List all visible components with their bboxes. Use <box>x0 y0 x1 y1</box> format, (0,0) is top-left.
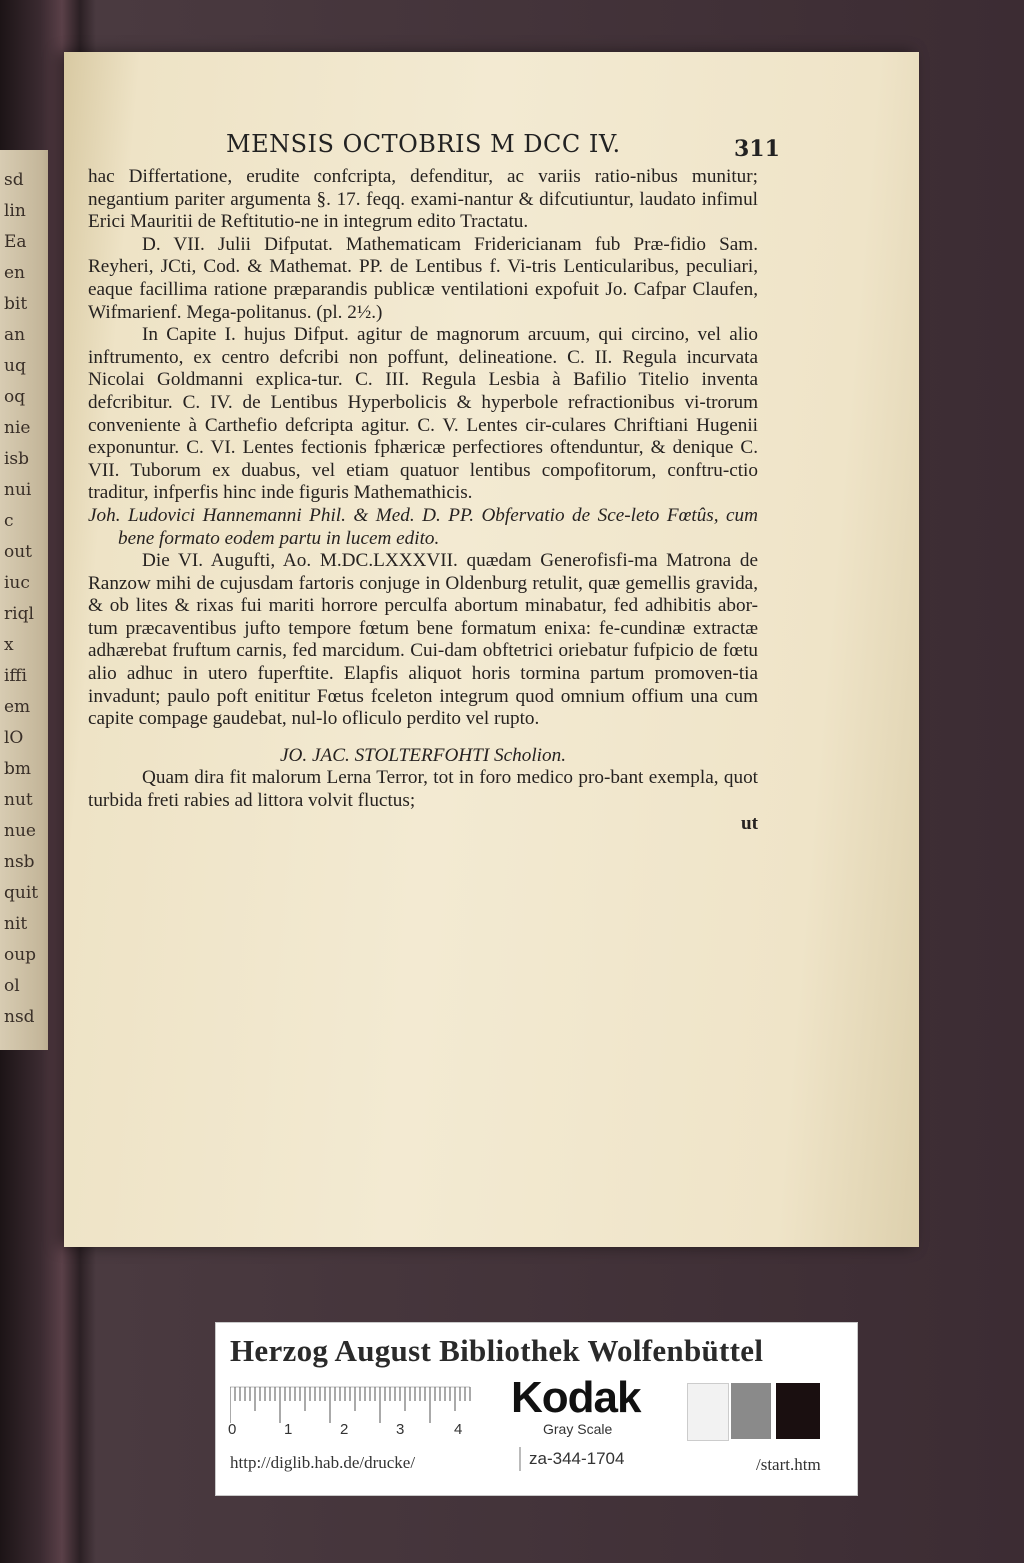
text-line: In Capite I. hujus Difput. agitur de magnorum arcuum, qui circino, vel alio inftrumento, ex centro defcribi non poffunt, delineatione. C. II. Regula incurvata Nicolai Goldmanni explica-tur. C. III. Regula Lesbia à Bafilio Titelio inventa defcribitur. C. IV. de Lentibus Hyperbolicis & hyperbole refractionibus vi-trorum conveniente à Carthefio defcripta agitur. C. V. Lentes cir-culares Chriftiani Hugenii exponuntur. C. VI. Lentes fectionis fphæricæ perfectiores oftenduntur, & denique C. VII. Tuborum ex duabus, vel etiam quatuor lentibus compofitorum, conftru-ctio traditur, infperfis hinc inde figuris Mathemathicis. <box>88 324 758 504</box>
margin-fragment: nsb <box>4 852 35 872</box>
margin-fragment: sd <box>4 170 24 190</box>
gray-swatch-light <box>687 1383 729 1441</box>
margin-fragment: c <box>4 511 14 531</box>
ruler-label: 4 <box>454 1421 463 1438</box>
page-number: 311 <box>734 136 780 162</box>
margin-fragment: en <box>4 263 26 283</box>
scholion-heading: JO. JAC. STOLTERFOHTI Scholion. <box>279 744 566 766</box>
margin-fragment: ol <box>4 976 20 996</box>
url-suffix: /start.htm <box>756 1455 821 1474</box>
margin-fragment: nue <box>4 821 36 841</box>
kodak-logo: Kodak <box>511 1373 641 1422</box>
library-url: http://diglib.hab.de/drucke/ <box>230 1453 416 1472</box>
ruler-label: 1 <box>284 1421 293 1438</box>
ruler-label: 0 <box>228 1421 237 1438</box>
ruler-label: 3 <box>396 1421 405 1438</box>
gray-swatch-dark <box>776 1383 820 1439</box>
adjacent-page-edge <box>0 150 48 1050</box>
margin-fragment: iffi <box>4 666 27 686</box>
catchword: ut <box>740 812 758 834</box>
margin-fragment: isb <box>4 449 30 469</box>
margin-fragment: bit <box>4 294 28 314</box>
margin-fragment: oq <box>4 387 26 407</box>
ruler-label: 2 <box>340 1421 349 1438</box>
margin-fragment: bm <box>4 759 32 779</box>
text-line: D. VII. Julii Difputat. Mathematicam Fridericianam fub Præ-fidio Sam. Reyheri, JCti, Cod. & Mathemat. PP. de Lentibus f. Vi-tris Lenticularibus, peculiari, eaque facillima ratione præparandis publicæ ventilationi expofuit Jo. Cafpar Claufen, Wifmarienf. Mega-politanus. (pl. 2½.) <box>88 233 758 323</box>
library-card <box>215 1322 858 1496</box>
margin-fragment: nie <box>4 418 31 438</box>
margin-fragment: lin <box>4 201 26 221</box>
gray-swatch-mid <box>731 1383 771 1439</box>
margin-fragment: quit <box>4 883 39 903</box>
ruler-icon <box>230 1381 480 1423</box>
margin-fragment: nut <box>4 790 33 810</box>
margin-fragment: an <box>4 325 26 345</box>
margin-fragment: out <box>4 542 33 562</box>
margin-fragment: x <box>4 635 14 655</box>
text-line: Quam dira fit malorum Lerna Terror, tot in foro medico pro-bant exempla, quot turbida freti rabies ad littora volvit fluctus; <box>88 767 758 812</box>
margin-fragment: oup <box>4 945 37 965</box>
shelf-signature: za-344-1704 <box>519 1447 632 1471</box>
text-line: Die VI. Augufti, Ao. M.DC.LXXXVII. quædam Generofisfi-ma Matrona de Ranzow mihi de cujusdam fartoris conjuge in Oldenburg retulit, quæ gemellis gravida, & ob lites & rixas fui mariti horrore perculfa abortum minabatur, fed adhibitis abor-tum præcaventibus jufto tempore fœtum bene formatum enixa: fe-cundinæ extractæ adhærebat fruftum carnis, fed marcidum. Cui-dam obftetrici oriebatur fufpicio de fœtu alio adhuc in utero fuperftite. Elapfis aliquot horis tormina partum promoven-tia invadunt; paulo poft enititur Fœtus fceleton integrum quod omnium offium una cum capite compage gaudebat, nul-lo ofliculo perdito vel rupto. <box>88 550 758 730</box>
margin-fragment: nit <box>4 914 28 934</box>
margin-fragment: nui <box>4 480 32 500</box>
margin-fragment: nsd <box>4 1007 35 1027</box>
margin-fragment: riql <box>4 604 34 624</box>
gray-scale-label: Gray Scale <box>543 1421 613 1437</box>
page-text <box>88 166 758 835</box>
margin-fragment: iuc <box>4 573 30 593</box>
margin-fragment: em <box>4 697 31 717</box>
margin-fragment: uq <box>4 356 26 376</box>
running-head: MENSIS OCTOBRIS M DCC IV. <box>226 130 621 158</box>
library-title: Herzog August Bibliothek Wolfenbüttel <box>230 1333 764 1368</box>
article-heading: Joh. Ludovici Hannemanni Phil. & Med. D. PP. Obfervatio de Sce-leto Fœtûs, cum bene formato eodem partu in lucem edito. <box>88 504 758 549</box>
margin-fragment: Ea <box>4 232 27 252</box>
margin-fragment: lO <box>4 728 24 748</box>
text-line: hac Differtatione, erudite confcripta, defenditur, ac variis ratio-nibus munitur; negantium pariter argumenta §. 17. feqq. exami-nantur & difcutiuntur, laudato infimul Erici Mauritii de Reftitutio-ne in integrum edito Tractatu. <box>88 166 758 233</box>
